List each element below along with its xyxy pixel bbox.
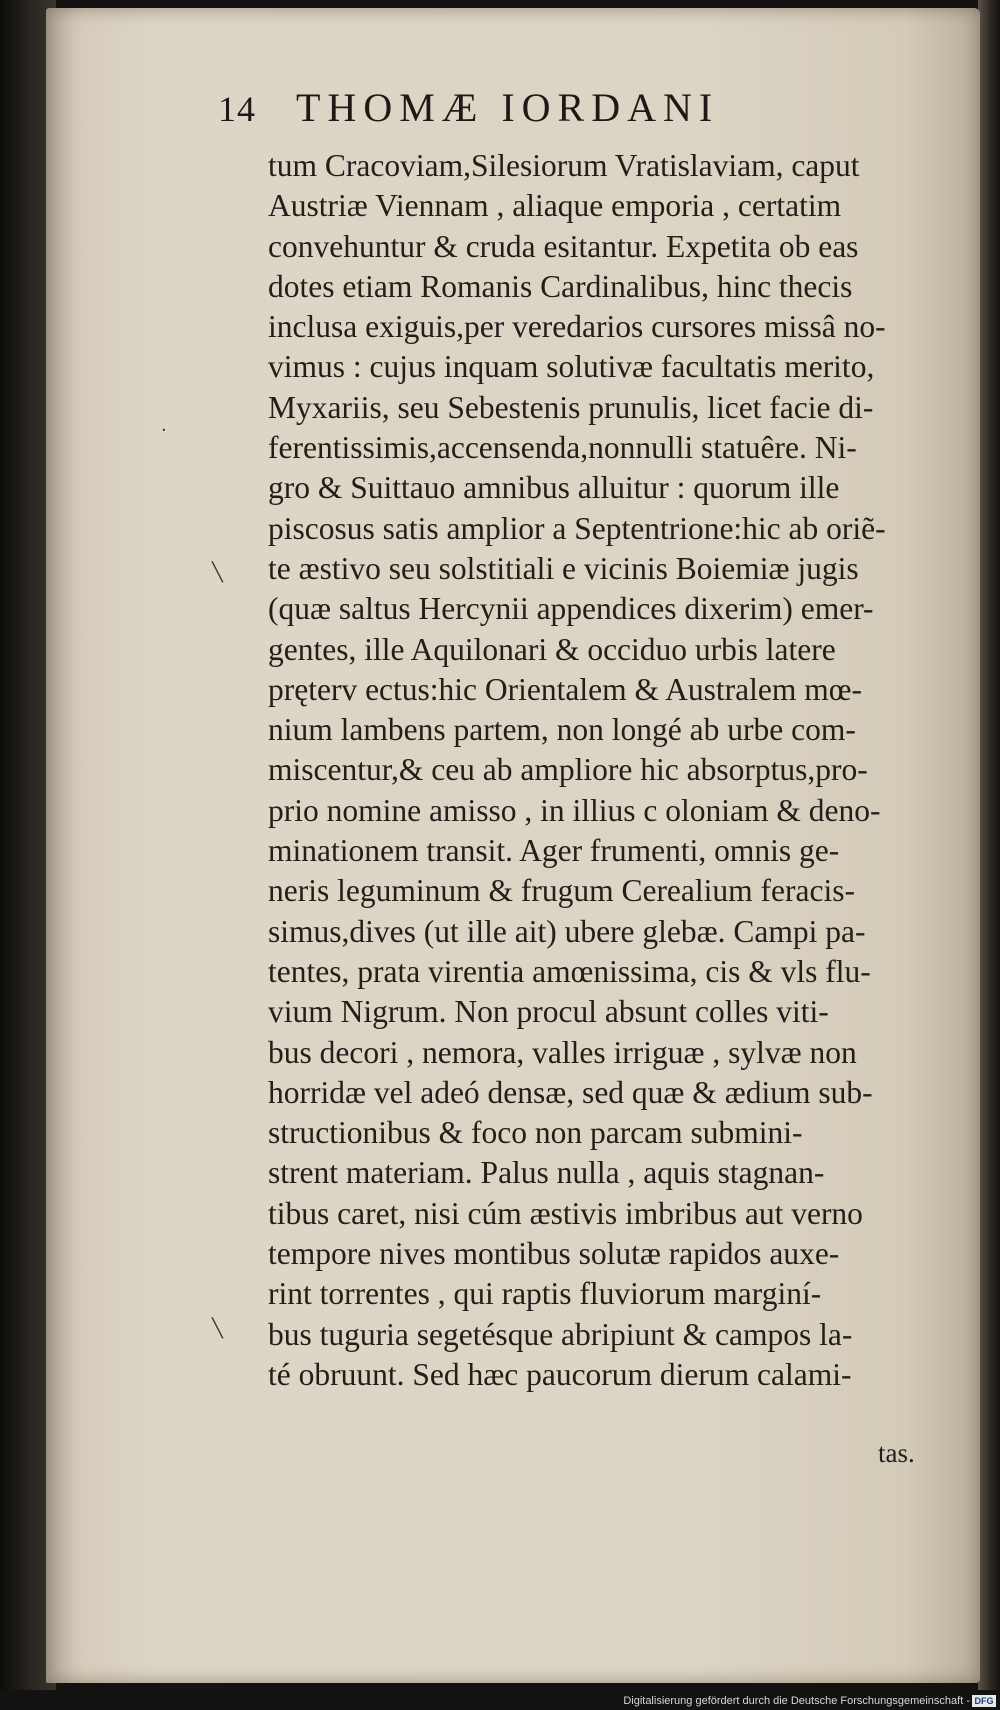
margin-tick-mark: ╲ [212,562,223,583]
text-line: bus tuguria segetésque abripiunt & campos la- [268,1316,853,1352]
text-line: tempore nives montibus solutæ rapidos auxe- [268,1236,840,1272]
text-line: te æstivo seu solstitiali e vicinis Boiemiæ jugis [268,550,859,586]
text-line: (quæ saltus Hercynii appendices dixerim) emer- [268,591,874,627]
text-line: rint torrentes , qui raptis fluviorum marginí- [268,1276,822,1312]
text-line: Austriæ Viennam , aliaque emporia , certatim [268,188,842,224]
dfg-logo-icon: DFG [972,1695,996,1707]
text-line: gro & Suittauo amnibus alluitur : quorum ille [268,470,840,506]
text-line: tentes, prata virentia amœnissima, cis & vls flu- [268,953,871,989]
footer-bar [0,1690,1000,1710]
text-line: vium Nigrum. Non procul absunt colles viti- [268,994,829,1030]
text-line: bus decori , nemora, valles irriguæ , sylvæ non [268,1034,857,1070]
page-header [218,80,858,140]
text-line: piscosus satis amplior a Septentrione:hic ab oriẽ- [268,510,886,546]
text-line: strent materiam. Palus nulla , aquis stagnan- [268,1155,825,1191]
text-line: horridæ vel adeó densæ, sed quæ & ædium sub- [268,1074,873,1110]
catchword: tas. [878,1438,915,1468]
text-line: structionibus & foco non parcam submini- [268,1115,803,1151]
margin-dot-mark: · [161,420,167,441]
margin-dash-mark: ╲ [212,1318,223,1339]
text-line: gentes, ille Aquilonari & occiduo urbis latere [268,631,836,667]
text-line: dotes etiam Romanis Cardinalibus, hinc thecis [268,268,853,304]
text-line: miscentur,& ceu ab ampliore hic absorptus,pro- [268,752,868,788]
running-head: THOMÆ IORDANI [296,85,720,130]
page-number: 14 [218,89,256,129]
text-line: inclusa exiguis,per veredarios cursores missâ no- [268,309,886,345]
text-line: ferentissimis,accensenda,nonnulli statuêre. Ni- [268,430,857,466]
text-line: vimus : cujus inquam solutivæ facultatis merito, [268,349,875,385]
text-line: tibus caret, nisi cúm æstivis imbribus aut verno [268,1195,863,1231]
text-line: convehuntur & cruda esitantur. Expetita ob eas [268,228,859,264]
body-text [268,146,958,1395]
text-line: prio nomine amisso , in illius c oloniam & deno- [268,792,881,828]
text-line: nium lambens partem, non longé ab urbe com- [268,712,856,748]
text-line: Myxariis, seu Sebestenis prunulis, licet facie di- [268,389,874,425]
text-line: pręterv ectus:hic Orientalem & Australem mœ- [268,671,862,707]
text-line: neris leguminum & frugum Cerealium feracis- [268,873,855,909]
text-line: minationem transit. Ager frumenti, omnis ge- [268,833,840,869]
text-line: simus,dives (ut ille ait) ubere glebæ. Campi pa- [268,913,866,949]
text-line: té obruunt. Sed hæc paucorum dierum calami- [268,1356,852,1392]
text-line: tum Cracoviam,Silesiorum Vratislaviam, caput [268,148,860,183]
page-fore-edge [978,0,1000,1690]
funding-credit: Digitalisierung gefördert durch die Deutsche Forschungsgemeinschaft - [623,1695,970,1707]
